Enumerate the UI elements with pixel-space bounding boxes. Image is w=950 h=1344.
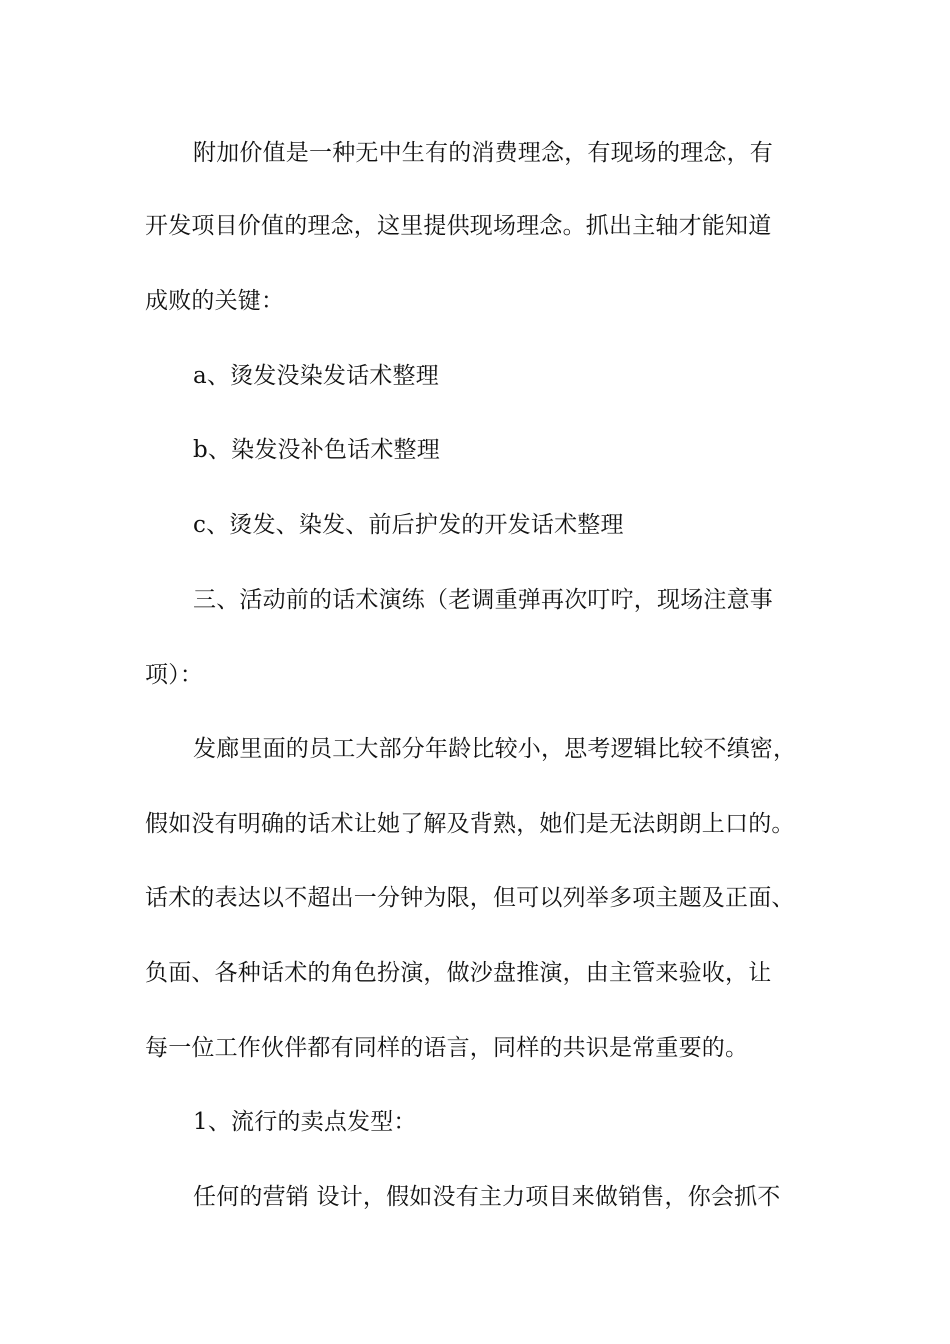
list-item: c、烫发、染发、前后护发的开发话术整理 xyxy=(193,512,624,538)
paragraph-line: 附加价值是一种无中生有的消费理念，有现场的理念，有 xyxy=(193,140,773,166)
list-item: b、染发没补色话术整理 xyxy=(193,437,440,463)
paragraph-line: 负面、各种话术的角色扮演，做沙盘推演，由主管来验收，让 xyxy=(145,960,772,986)
paragraph-line: 话术的表达以不超出一分钟为限，但可以列举多项主题及正面、 xyxy=(145,885,795,911)
list-item: a、烫发没染发话术整理 xyxy=(193,363,439,389)
paragraph-line: 成败的关键： xyxy=(145,288,285,314)
paragraph-line: 开发项目价值的理念，这里提供现场理念。抓出主轴才能知道 xyxy=(145,213,772,239)
paragraph-line: 假如没有明确的话术让她了解及背熟，她们是无法朗朗上口的。 xyxy=(145,811,795,837)
subsection-heading: 1、流行的卖点发型： xyxy=(193,1109,417,1135)
paragraph-line: 任何的营销 设计，假如没有主力项目来做销售，你会抓不 xyxy=(193,1184,781,1210)
paragraph-line: 每一位工作伙伴都有同样的语言，同样的共识是常重要的。 xyxy=(145,1035,749,1061)
section-heading-continued: 项）： xyxy=(145,662,204,688)
paragraph-line: 发廊里面的员工大部分年龄比较小，思考逻辑比较不缜密， xyxy=(193,736,797,762)
section-heading: 三、活动前的话术演练（老调重弹再次叮咛，现场注意事 xyxy=(193,587,773,613)
